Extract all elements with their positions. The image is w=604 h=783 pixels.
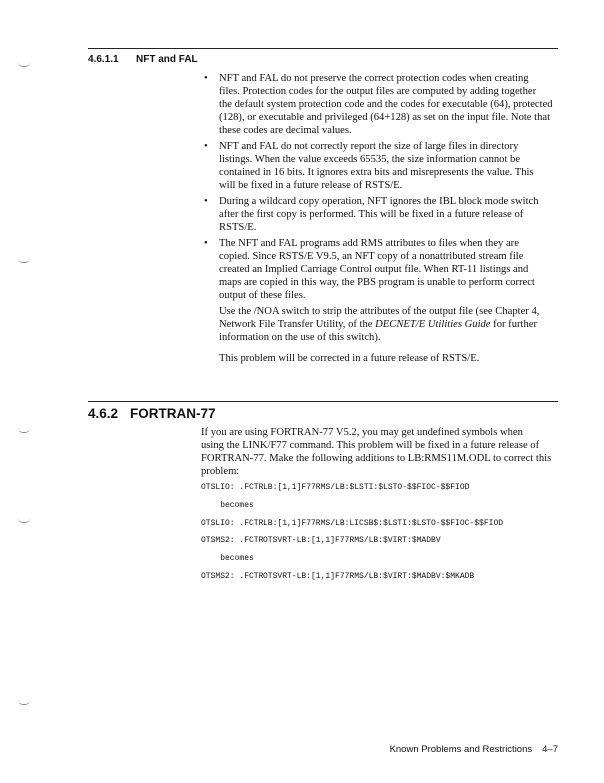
text-line: after the first copy is performed. This will be fixed in a future release of — [219, 209, 524, 220]
bullet-icon: • — [204, 73, 208, 84]
section-heading-4-6-1-1 — [88, 54, 198, 65]
text-line: Use the /NOA switch to strip the attributes of the output file (see Chapter 4, — [219, 306, 540, 317]
text-line: NFT and FAL do not correctly report the size of large files in directory — [219, 141, 519, 152]
text-line: problem: — [201, 466, 240, 477]
section-number: 4.6.2 — [88, 406, 119, 421]
text-line: using the LINK/F77 command. This problem will be fixed in a future release of — [201, 440, 540, 451]
footer-title: Known Problems and Restrictions — [389, 744, 533, 755]
bullet-icon: • — [204, 196, 208, 207]
code-label: becomes — [201, 554, 254, 563]
code-label: becomes — [201, 501, 254, 510]
page-number: 4–7 — [542, 744, 558, 755]
code-line — [201, 572, 475, 581]
scan-margin-mark — [18, 428, 30, 433]
code-label: OTSLIO: .FCTR — [201, 519, 264, 528]
text-line: will be fixed in a future release of RSTS/E. — [219, 180, 403, 191]
code-line — [201, 519, 504, 528]
section-heading-4-6-2 — [88, 406, 216, 421]
section-title: FORTRAN-77 — [130, 406, 216, 421]
text-line: The NFT and FAL programs add RMS attributes to files when they are — [219, 238, 519, 249]
text-line: (128), or executable and privileged (64+128) as set on the input file. Note that — [219, 112, 551, 123]
text-line — [219, 318, 539, 331]
code-value: OTSVRT-LB:[1,1]F77RMS/LB:$VIRT:$MADBV — [263, 536, 441, 545]
text-line: created an Implied Carriage Control output file. When RT-11 listings and — [219, 264, 529, 275]
text-line: files. Protection codes for the output files are computed by adding together — [219, 86, 537, 97]
code-line — [201, 501, 254, 510]
text-line: information on the use of this switch). — [219, 332, 381, 343]
bullet-item — [204, 237, 535, 302]
text-span: Network File Transfer Utility, of the — [219, 319, 376, 330]
text-line: RSTS/E. — [219, 222, 257, 233]
text-line: these codes are decimal values. — [219, 125, 352, 136]
text-line: copied. Since RSTS/E V9.5, an NFT copy of a nonattributed stream file — [219, 251, 524, 262]
code-line — [201, 483, 470, 492]
text-line: the default system protection code and the codes for executable (64), protected — [219, 99, 553, 110]
bullet-item — [204, 195, 539, 234]
code-line — [201, 536, 441, 545]
code-line — [201, 554, 254, 563]
section-rule — [88, 401, 558, 402]
text-line: NFT and FAL do not preserve the correct protection codes when creating — [219, 73, 529, 84]
section-rule — [88, 48, 558, 49]
code-label: OTSMS2: .FCTR — [201, 536, 264, 545]
bullet-icon: • — [204, 238, 208, 249]
code-label: OTSLIO: .FCTR — [201, 483, 264, 492]
text-line: During a wildcard copy operation, NFT ignores the IBL block mode switch — [219, 196, 539, 207]
code-value: LB:[1,1]F77RMS/LB:LICSB$:$LSTI:$LSTO-$$FIOC-$$FIOD — [263, 519, 504, 528]
scan-margin-mark — [18, 700, 30, 705]
book-title: DECNET/E Utilities Guide — [375, 319, 491, 330]
bullet-icon: • — [204, 141, 208, 152]
scan-margin-mark — [18, 62, 30, 67]
scan-margin-mark — [18, 518, 30, 523]
text-line: maps are copied in this way, the PBS program is unable to perform correct — [219, 277, 535, 288]
noa-paragraph — [219, 305, 539, 344]
code-value: OTSVRT-LB:[1,1]F77RMS/LB:$VIRT:$MADBV:$MKADB — [263, 572, 475, 581]
closing-paragraph — [219, 352, 479, 365]
text-line: listings. When the value exceeds 65535, the size information cannot be — [219, 154, 521, 165]
text-line: contained in 16 bits. It ignores extra bits and misrepresents the value. This — [219, 167, 534, 178]
section-number: 4.6.1.1 — [88, 54, 119, 65]
code-label: OTSMS2: .FCTR — [201, 572, 264, 581]
fortran-paragraph — [201, 426, 551, 478]
text-line: FORTRAN-77. Make the following additions to LB:RMS11M.ODL to correct this — [201, 453, 552, 464]
code-value: LB:[1,1]F77RMS/LB:$LSTI:$LSTO-$$FIOC-$$FIOD — [263, 483, 470, 492]
scan-margin-mark — [18, 258, 30, 263]
text-line: This problem will be corrected in a future release of RSTS/E. — [219, 353, 480, 364]
bullet-item — [204, 72, 553, 137]
text-line: If you are using FORTRAN-77 V5.2, you may get undefined symbols when — [201, 427, 523, 438]
text-line: output of these files. — [219, 290, 306, 301]
section-title: NFT and FAL — [136, 54, 198, 65]
bullet-item — [204, 140, 534, 192]
text-span: for further — [490, 319, 537, 330]
page-footer — [390, 744, 558, 755]
